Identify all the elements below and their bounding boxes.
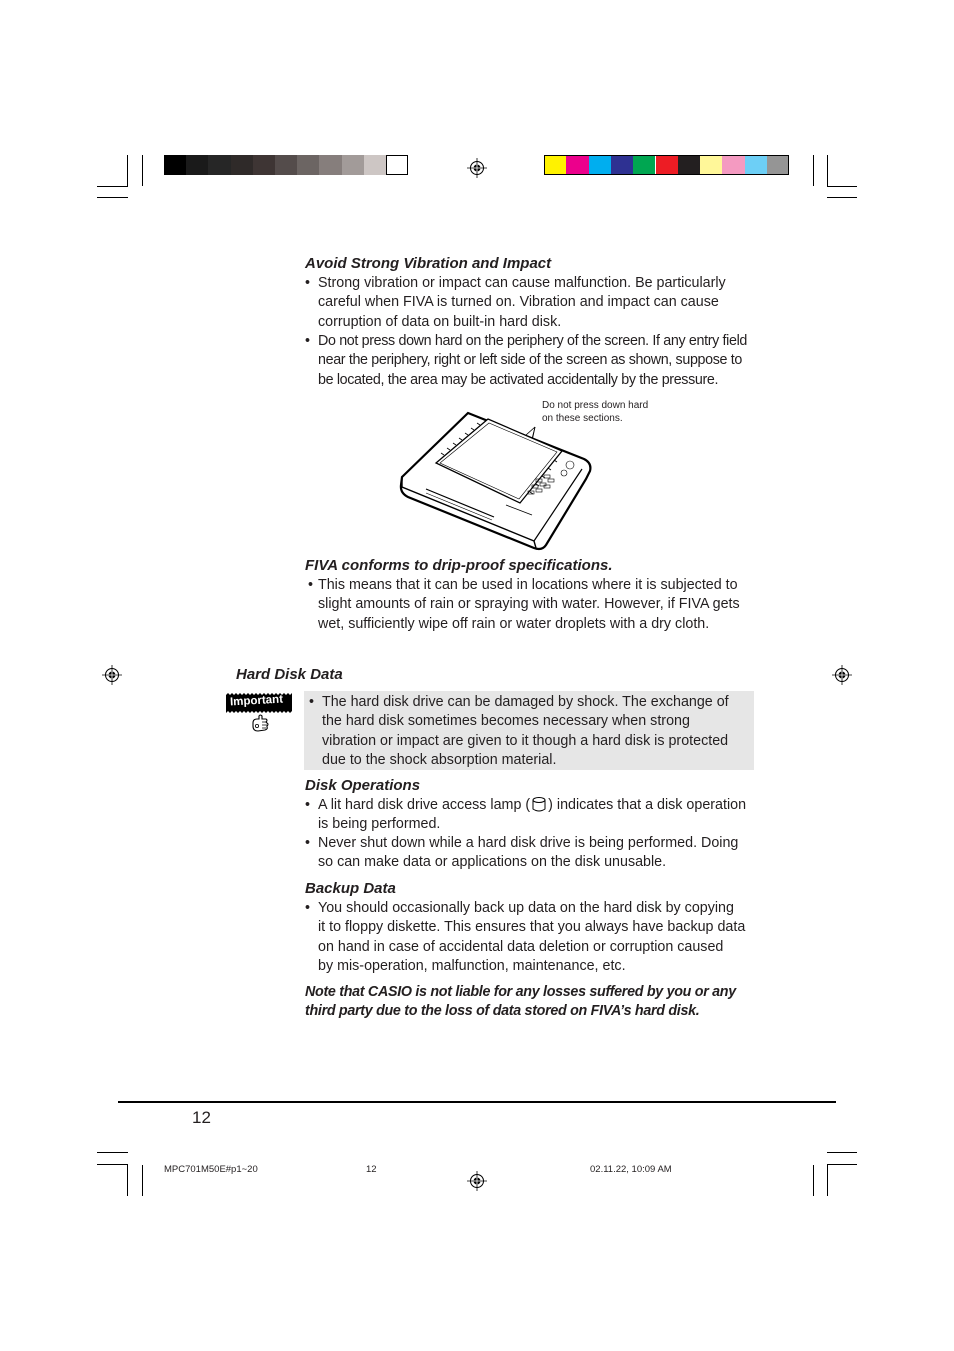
text-line: wet, sufficiently wipe off rain or water droplets with a dry cloth. [318,615,710,632]
bullet-marker: • [305,900,311,916]
color-swatch [231,155,253,175]
important-badge [224,692,294,714]
color-swatch [297,155,319,175]
registration-mark-icon [102,665,122,685]
bullet-marker: • [305,333,310,349]
callout-line: Do not press down hard [542,400,649,411]
bullet-item [308,576,740,634]
text-line: vibration or impact are given to it though a hard disk is protected [322,732,729,749]
crop-mark [813,155,814,186]
text-line: so can make data or applications on the disk unusable. [318,854,667,871]
crop-mark [827,197,857,198]
text-line: You should occasionally back up data on the hard disk by copying [318,900,734,916]
registration-mark-icon [832,665,852,685]
text-fragment: ) indicates that a disk operation [548,797,747,813]
text-line: The hard disk drive can be damaged by shock. The exchange of [322,694,729,710]
section-heading: Avoid Strong Vibration and Impact [305,255,552,272]
hard-disk-lamp-icon [531,796,547,813]
bullet-item [305,899,746,977]
slug-filename: MPC701M50E#p1~20 [164,1164,258,1175]
bullet-marker: • [305,797,311,813]
crop-mark [142,155,143,186]
text-line: by mis-operation, malfunction, maintenance, etc. [318,958,626,975]
pointing-hand-icon [250,714,272,734]
color-swatch [364,155,386,175]
section-heading: FIVA conforms to drip-proof specifications. [305,557,613,574]
slug-timestamp: 02.11.22, 10:09 AM [590,1164,672,1175]
text-line: due to the shock absorption material. [322,752,557,769]
device-illustration [396,405,596,555]
section-heading: Disk Operations [305,777,421,794]
bullet-marker: • [308,577,314,593]
crop-mark [827,1164,857,1165]
text-line: be located, the area may be activated accidentally by the pressure. [318,371,719,388]
text-line: is being performed. [318,816,441,833]
crop-mark [827,1152,857,1153]
bullet-item [305,274,726,332]
crop-mark [827,155,828,186]
text-line: Never shut down while a hard disk drive is being performed. Doing [318,835,739,851]
color-swatch [253,155,275,175]
crop-mark [827,186,857,187]
color-swatch [164,155,186,175]
slug-page: 12 [366,1164,377,1175]
color-bar-frame [544,155,789,175]
crop-mark [827,1165,828,1196]
bullet-item [305,332,748,390]
text-line: corruption of data on built-in hard disk. [318,313,562,330]
color-swatch [342,155,364,175]
text-line [318,796,746,815]
color-swatch [386,155,408,175]
text-line: third party due to the loss of data stored on FIVA’s hard disk. [305,1003,700,1020]
text-line: the hard disk sometimes becomes necessary when strong [322,713,690,730]
crop-mark [813,1165,814,1196]
bullet-item [305,796,747,835]
important-note [309,693,729,771]
registration-mark-icon [467,1171,487,1191]
crop-mark [97,1152,128,1153]
text-line: Note that CASIO is not liable for any losses suffered by you or any [305,984,736,1000]
section-heading: Backup Data [305,880,396,897]
bullet-item [305,834,739,873]
bullet-marker: • [305,835,311,851]
color-swatch [208,155,230,175]
text-line: near the periphery, right or left side of the screen as shown, suppose to [318,352,742,369]
text-line: on hand in case of accidental data deletion or corruption caused [318,938,724,955]
crop-mark [97,1164,128,1165]
color-swatch [319,155,341,175]
color-swatch [186,155,208,175]
bullet-marker: • [309,694,315,710]
text-line: Do not press down hard on the periphery of the screen. If any entry field [318,333,748,349]
text-line: Strong vibration or impact can cause malfunction. Be particularly [318,275,726,291]
text-fragment: A lit hard disk drive access lamp ( [318,797,531,813]
registration-mark-icon [467,158,487,178]
color-swatch [275,155,297,175]
text-line: This means that it can be used in locations where it is subjected to [318,577,738,593]
callout-line: on these sections. [542,413,623,424]
footer-rule [118,1101,836,1103]
crop-mark [97,197,128,198]
bullet-marker: • [305,275,311,291]
liability-note [305,983,736,1022]
crop-mark [142,1165,143,1196]
important-label: Important [229,693,284,709]
crop-mark [97,186,128,187]
section-heading: Hard Disk Data [236,666,343,683]
text-line: slight amounts of rain or spraying with water. However, if FIVA gets [318,596,740,613]
text-line: careful when FIVA is turned on. Vibration and impact can cause [318,294,719,311]
crop-mark [127,155,128,186]
crop-mark [127,1165,128,1196]
text-line: it to floppy diskette. This ensures that you always have backup data [318,919,746,936]
page-number: 12 [192,1108,211,1127]
